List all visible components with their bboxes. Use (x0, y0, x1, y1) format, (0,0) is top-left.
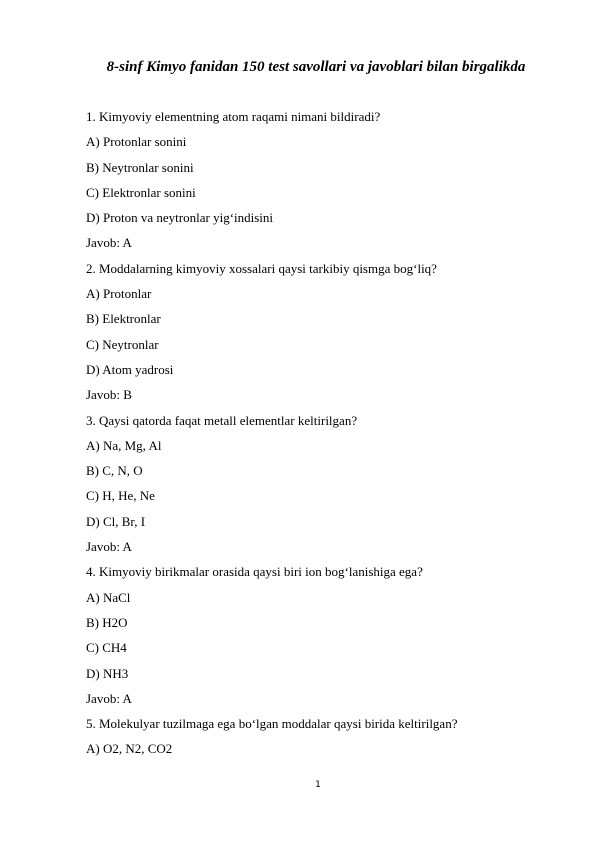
question-3-option-b: B) C, N, O (86, 463, 143, 479)
question-3-option-a: A) Na, Mg, Al (86, 437, 162, 453)
question-3-text: 3. Qaysi qatorda faqat metall elementlar keltirilgan? (86, 412, 358, 428)
question-1-text: 1. Kimyoviy elementning atom raqami nimani bildiradi? (86, 109, 381, 124)
question-2-option-b: B) Elektronlar (86, 311, 161, 327)
question-3-option-d: D) Cl, Br, I (86, 513, 146, 529)
document-title: 8-sinf Kimyo fanidan 150 test savollari va javoblari bilan birgalikda (106, 59, 526, 75)
question-4-option-a: A) NaCl (86, 589, 131, 605)
question-4-option-b: B) H2O (86, 614, 128, 630)
question-1-option-c: C) Elektronlar sonini (86, 184, 196, 200)
question-1-option-d: D) Proton va neytronlar yig‘indisini (86, 210, 274, 226)
question-1-answer: Javob: A (86, 235, 132, 251)
question-3-option-c: C) H, He, Ne (86, 488, 155, 504)
question-4-option-c: C) CH4 (86, 640, 127, 656)
question-4-option-d: D) NH3 (86, 665, 129, 681)
question-5-text: 5. Molekulyar tuzilmaga ega bo‘lgan moddalar qaysi birida keltirilgan? (86, 716, 458, 732)
question-2-option-c: C) Neytronlar (86, 336, 159, 352)
question-1-option-a: A) Protonlar sonini (86, 134, 187, 150)
question-3-answer: Javob: A (86, 539, 132, 555)
question-2-option-d: D) Atom yadrosi (86, 361, 174, 377)
question-2-answer: Javob: B (86, 387, 132, 403)
question-4-text: 4. Kimyoviy birikmalar orasida qaysi biri ion bog‘lanishiga ega? (86, 564, 423, 580)
question-5-option-a: A) O2, N2, CO2 (86, 741, 173, 757)
page-number: 1 (315, 780, 321, 790)
question-4-answer: Javob: A (86, 690, 132, 706)
question-1-option-b: B) Neytronlar sonini (86, 159, 194, 175)
question-list (86, 108, 556, 766)
question-2-option-a: A) Protonlar (86, 286, 152, 302)
question-2-text: 2. Moddalarning kimyoviy xossalari qaysi tarkibiy qismga bog‘liq? (86, 260, 437, 276)
